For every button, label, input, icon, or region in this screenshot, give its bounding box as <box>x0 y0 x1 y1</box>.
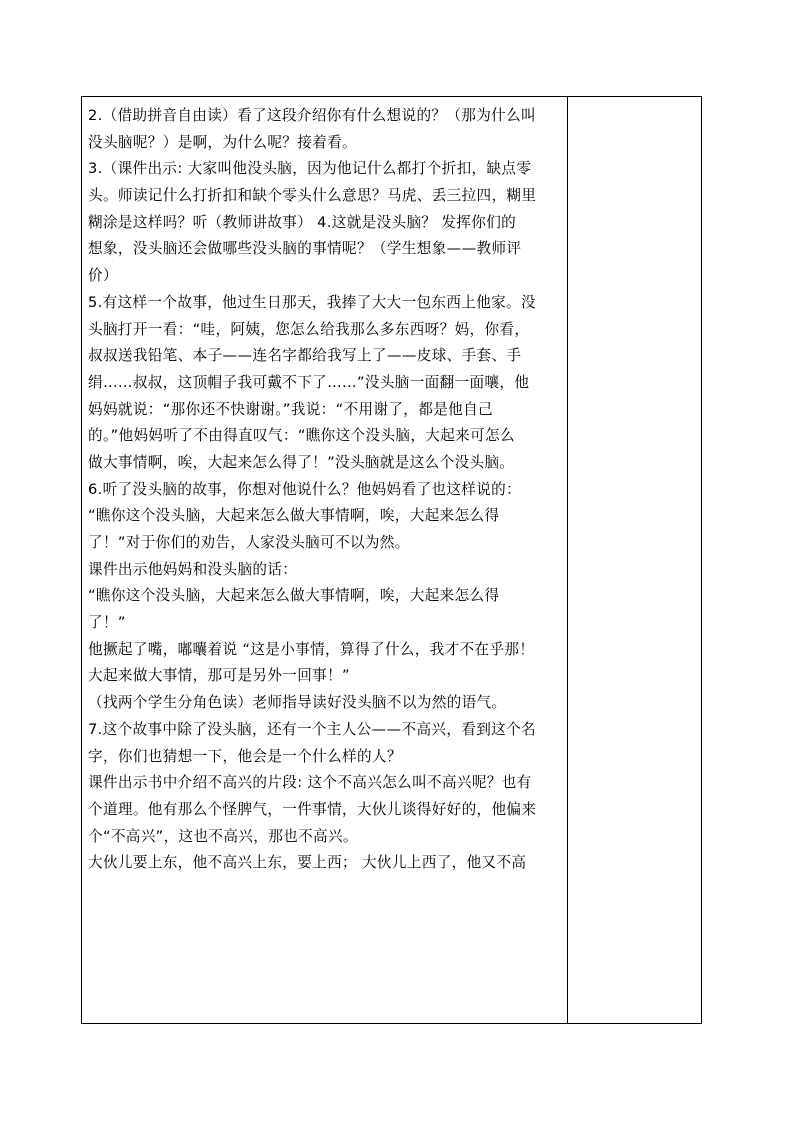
text-line: 大伙儿要上东，他不高兴上东，要上西； 大伙儿上西了，他又不高 <box>88 854 527 872</box>
text-line: 绢……叔叔，这顶帽子我可戴不下了……”没头脑一面翻一面嚷，他 <box>88 373 530 391</box>
text-line: 做大事情啊，唉，大起来怎么得了！”没头脑就是这么个没头脑。 <box>88 453 515 471</box>
text-line: 想象，没头脑还会做哪些没头脑的事情呢？（学生想象——教师评 <box>88 240 522 258</box>
notes-cell <box>568 97 701 1023</box>
text-line: 3.（课件出示: 大家叫他没头脑，因为他记什么都打个折扣，缺点零 <box>88 160 532 178</box>
text-line: 叔叔送我铅笔、本子——连名字都给我写上了——皮球、手套、手 <box>88 347 522 365</box>
lesson-content-cell <box>88 103 564 1023</box>
text-line: 妈妈就说：“那你还不快谢谢。”我说：“不用谢了，都是他自己 <box>88 400 493 418</box>
lesson-table <box>81 96 702 1024</box>
text-line: 没头脑呢？）是啊，为什么呢？接着看。 <box>88 133 357 151</box>
text-line: 课件出示书中介绍不高兴的片段: 这个不高兴怎么叫不高兴呢？也有 <box>88 774 532 792</box>
text-line: “瞧你这个没头脑，大起来怎么做大事情啊，唉，大起来怎么得 <box>88 587 500 605</box>
text-line: 5.有这样一个故事，他过生日那天，我捧了大大一包东西上他家。没 <box>88 293 536 311</box>
text-line: 大起来做大事情，那可是另外一回事！” <box>88 667 350 685</box>
text-line: 他撅起了嘴，嘟囔着说 “这是小事情，算得了什么，我才不在乎那！ <box>88 640 535 658</box>
text-line: 糊涂是这样吗？听（教师讲故事） 4.这就是没头脑？ 发挥你们的 <box>88 213 517 231</box>
text-line: 6.听了没头脑的故事，你想对他说什么？他妈妈看了也这样说的： <box>88 480 522 498</box>
text-line: 头。师读记什么打折扣和缺个零头什么意思？马虎、丢三拉四，糊里 <box>88 187 537 205</box>
text-line: 的。”他妈妈听了不由得直叹气：“瞧你这个没头脑，大起来可怎么 <box>88 427 515 445</box>
text-line: 了！” <box>88 614 126 632</box>
text-line: 头脑打开一看：“哇，阿姨，您怎么给我那么多东西呀？妈，你看， <box>88 320 530 338</box>
text-line: “瞧你这个没头脑，大起来怎么做大事情啊，唉，大起来怎么得 <box>88 507 500 525</box>
text-line: 2.（借助拼音自由读）看了这段介绍你有什么想说的？（那为什么叫 <box>88 107 536 124</box>
text-line: 个“不高兴”，这也不高兴，那也不高兴。 <box>88 827 358 845</box>
text-line: 字，你们也猜想一下，他会是一个什么样的人？ <box>88 747 402 765</box>
text-line: 课件出示他妈妈和没头脑的话： <box>88 560 298 578</box>
text-line: 个道理。他有那么个怪脾气，一件事情，大伙儿谈得好好的，他偏来 <box>88 800 537 818</box>
text-line: 7.这个故事中除了没头脑，还有一个主人公——不高兴，看到这个名 <box>88 720 536 738</box>
text-line: 了！”对于你们的劝告，人家没头脑可不以为然。 <box>88 534 410 551</box>
text-line: 价） <box>88 267 118 285</box>
text-line: （找两个学生分角色读）老师指导读好没头脑不以为然的语气。 <box>88 694 507 712</box>
